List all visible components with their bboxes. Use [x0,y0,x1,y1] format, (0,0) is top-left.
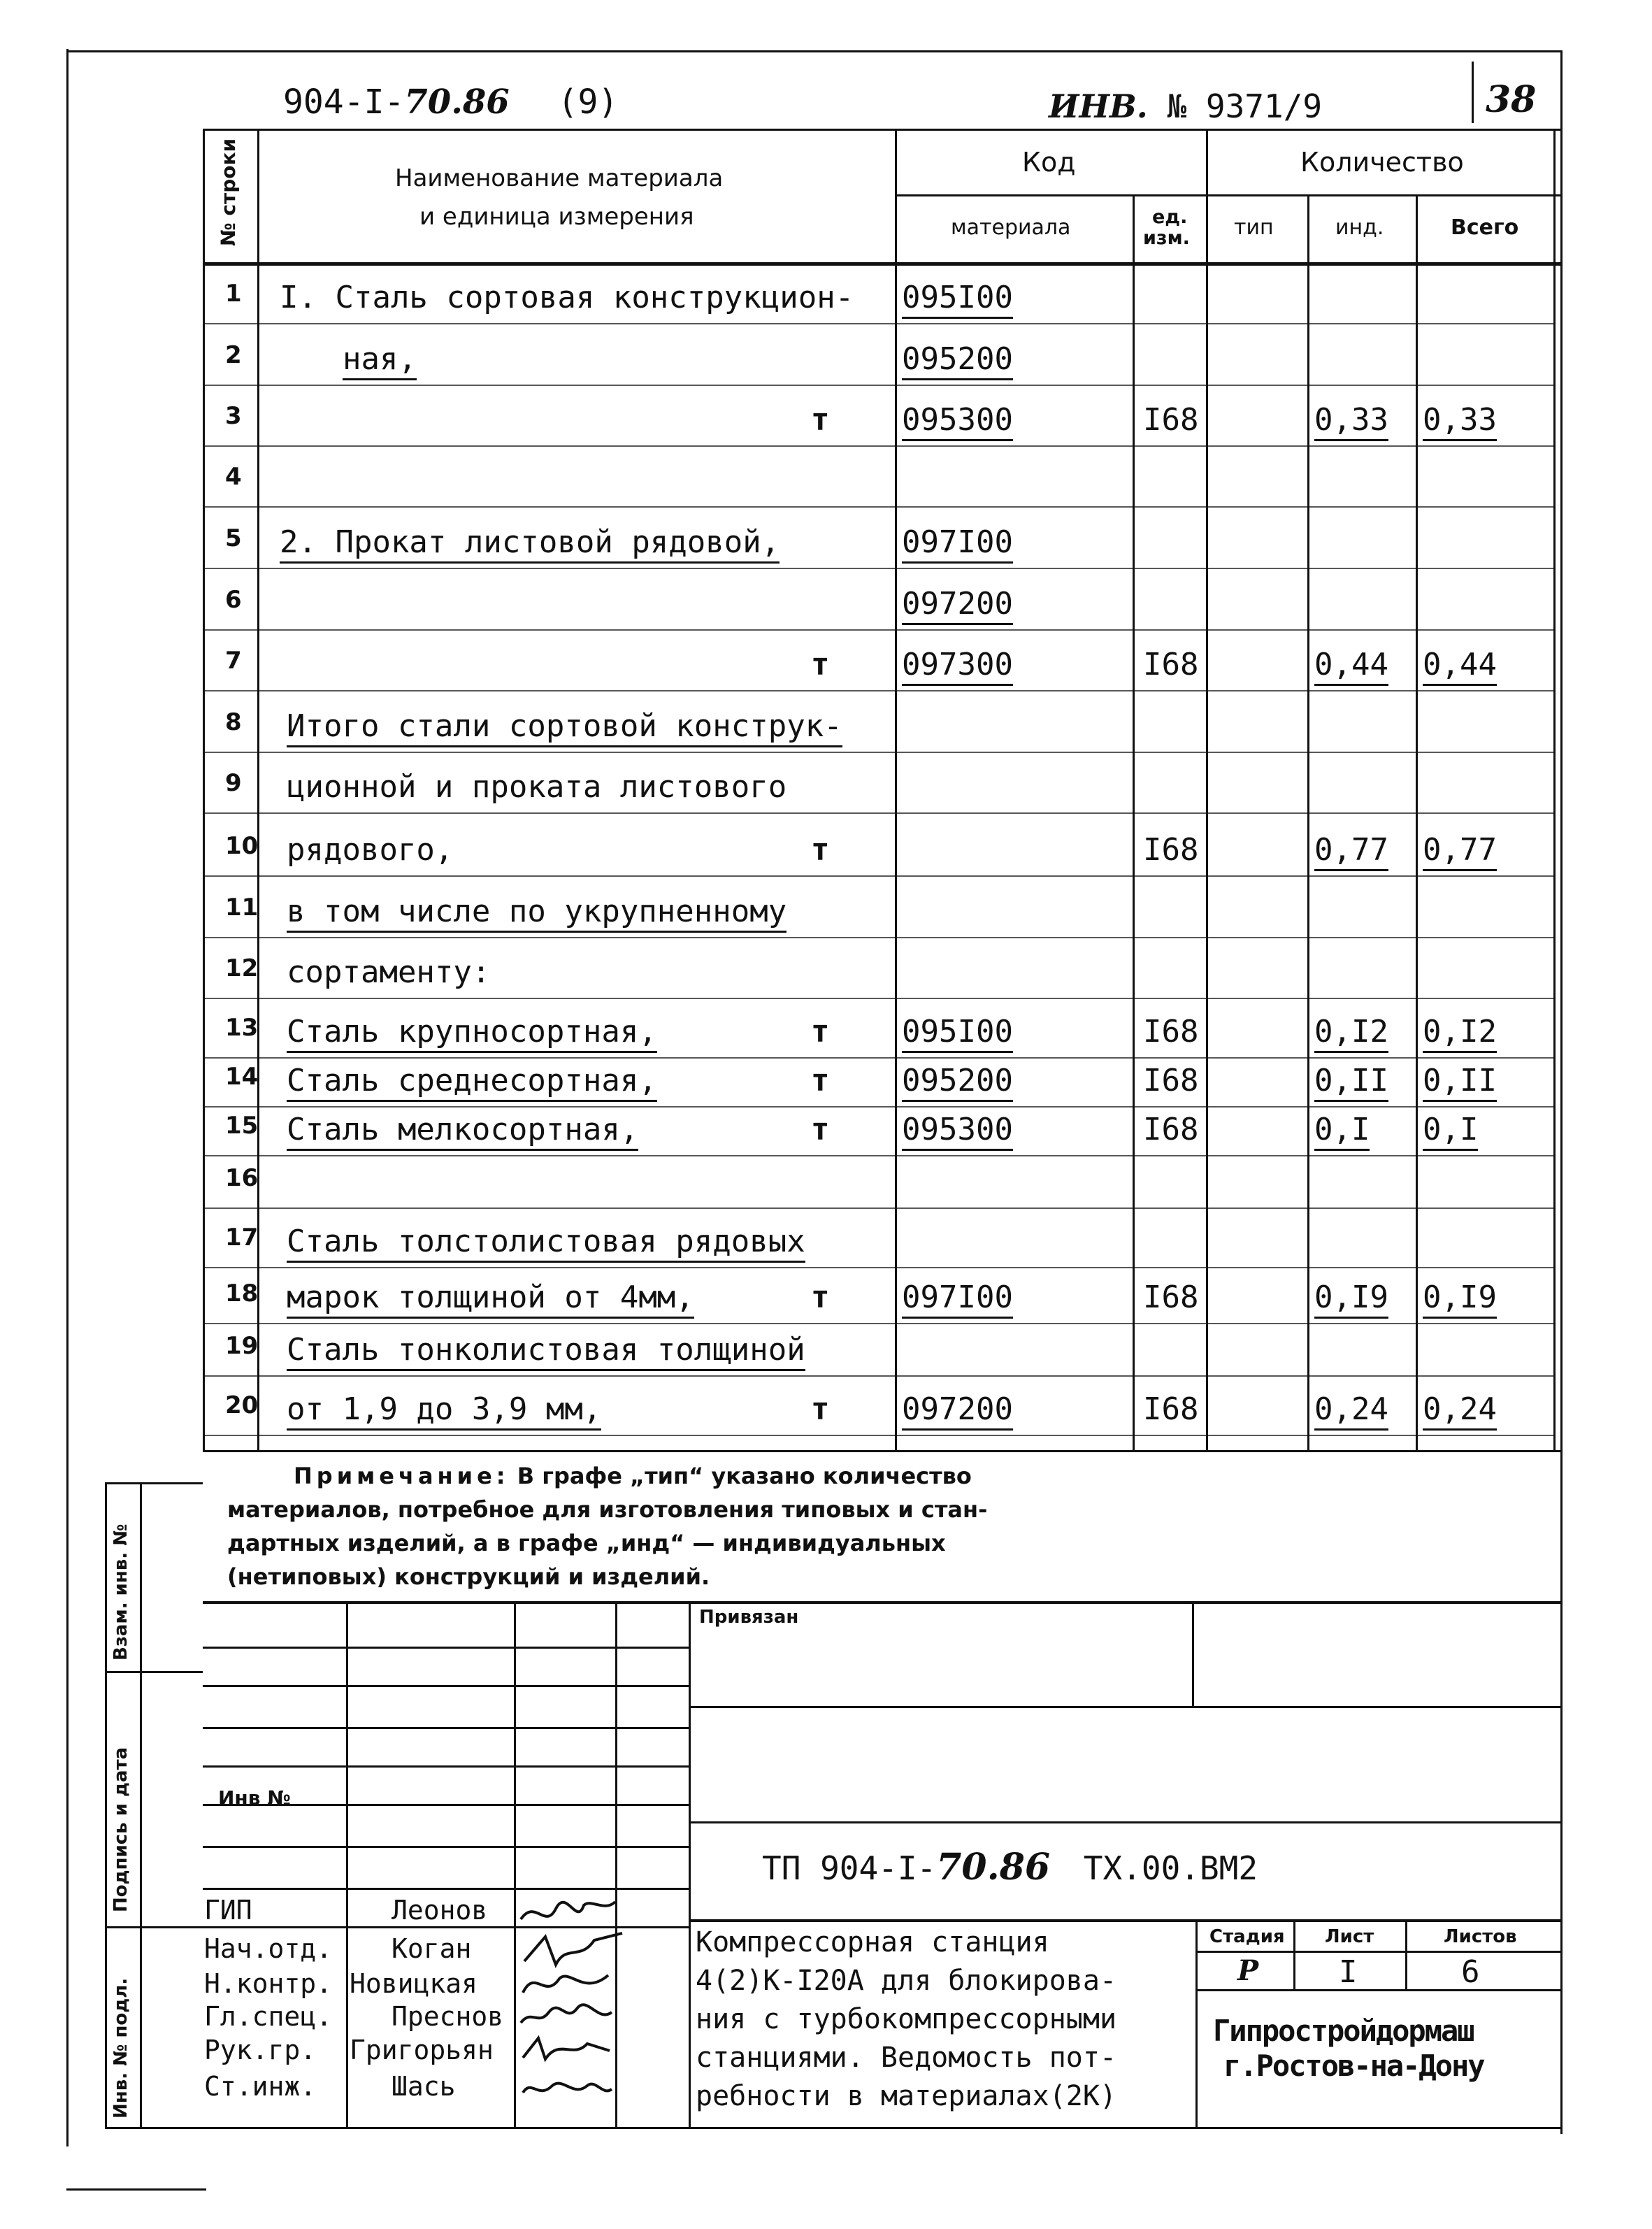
stamp-inv-no: Инв № [218,1786,291,1809]
row-material-code: 095200 [902,1063,1013,1102]
row-name: в том числе по укрупненному [287,894,787,933]
row-number: 7 [225,647,242,675]
inventory-label: ИНВ. [1049,87,1148,125]
header-code-material: материала [951,215,1071,240]
row-number: 1 [225,280,242,308]
row-qty-ind: 0,77 [1314,832,1388,871]
stamp-col-1 [346,1601,348,2127]
header-code: Код [1022,147,1076,178]
stamp-role-person: Новицкая [350,1968,478,1999]
row-number: 15 [225,1112,259,1140]
signature-shas-image [517,2068,615,2107]
stamp-role-person: Преснов [392,2001,504,2032]
row-separator [203,506,1556,508]
row-qty-ind: 0,24 [1314,1391,1388,1431]
row-separator [203,752,1556,753]
stamp-stage-bottom [1195,1989,1563,1991]
row-material-code: 095I00 [902,1014,1013,1053]
stamp-org-line1: Гипростройдормаш [1213,2014,1474,2048]
header-name-line2: и единица измерения [419,203,694,231]
row-separator [203,629,1556,631]
stamp-title-line: Компрессорная станция [696,1926,1049,1958]
row-qty-total: 0,I [1423,1112,1478,1151]
note-line3: дартных изделий, а в графе „инд“ — индивидуальных [227,1530,946,1556]
code-subheader-line [895,194,1563,196]
side-sep-1 [105,1671,203,1673]
stamp-designation-hand: 70.86 [936,1846,1051,1888]
row-unit-mark: т [811,1014,830,1049]
stamp-designation-prefix: ТП 904-I- [762,1849,937,1887]
inventory-number [1049,87,1322,125]
row-number: 14 [225,1063,259,1091]
row-unit-mark: т [811,832,830,868]
stamp-role: Нач.отд. [204,1933,333,1964]
row-name: ционной и проката листового [287,769,787,805]
row-number: 16 [225,1164,259,1192]
stamp-designation-suffix: ТХ.00.ВМ2 [1083,1849,1258,1887]
row-separator [203,690,1556,691]
header-name-line1: Наименование материала [395,164,724,192]
table-right-line [1553,129,1556,1450]
header-code-unit-2: изм. [1143,227,1190,249]
ind-total-col-line [1416,194,1418,1450]
row-number: 11 [225,894,259,922]
stamp-left-row-7 [203,1888,689,1890]
row-unit-code: I68 [1143,1112,1199,1147]
row-unit-code: I68 [1143,1280,1199,1315]
row-name: Сталь мелкосортная, [287,1112,638,1151]
row-qty-total: 0,II [1423,1063,1497,1102]
row-qty-total: 0,I9 [1423,1280,1497,1319]
stamp-title-line: станциями. Ведомость пот- [696,2042,1117,2074]
stamp-stage-header [1195,1951,1563,1953]
row-separator [203,445,1556,447]
row-qty-total: 0,I2 [1423,1014,1497,1053]
row-separator [203,1375,1556,1377]
note-line4: (нетиповых) конструкций и изделий. [227,1563,710,1590]
header-sheet-divider [1472,62,1474,123]
stamp-left-row-6 [203,1846,689,1848]
stamp-role-person: Шась [392,2071,456,2102]
row-number: 18 [225,1280,259,1307]
note-line1-text: В графе „тип“ указано количество [517,1463,972,1489]
row-separator [203,1207,1556,1209]
note-top-line [203,1450,1563,1452]
stamp-role: Рук.гр. [204,2035,317,2065]
signature-grigoryan-image [517,2031,615,2066]
row-material-code: 095300 [902,1112,1013,1151]
stamp-left-row-2 [203,1685,689,1687]
row-name: I. Сталь сортовая конструкцион- [280,280,854,315]
stamp-sheets-value: 6 [1461,1954,1480,1990]
row-material-code: 095200 [902,341,1013,380]
row-separator [203,568,1556,569]
row-name: Сталь крупносортная, [287,1014,657,1053]
header-qty-total: Всего [1451,215,1519,240]
stamp-top-line [203,1601,1563,1604]
row-number: 9 [225,769,242,797]
row-unit-mark: т [811,1280,830,1315]
stamp-stage-label: Стадия [1209,1926,1285,1947]
row-unit-mark: т [811,402,830,438]
side-strip-left [105,1482,107,2129]
stamp-title-line: ния с турбокомпрессорными [696,2003,1117,2035]
row-material-code: 095I00 [902,280,1013,319]
frame-bottom-short-line [66,2188,206,2191]
row-material-code: 097300 [902,647,1013,686]
row-material-code: 097200 [902,586,1013,625]
stamp-privyazan-divider [1192,1601,1194,1706]
side-label-vzam-inv: Взам. инв. № [110,1524,131,1661]
row-name: от 1,9 до 3,9 мм, [287,1391,601,1431]
stamp-stage-value: Р [1237,1954,1259,1987]
doc-code-suffix: (9) [557,83,619,122]
row-separator [203,1267,1556,1268]
stamp-designation-bottom [689,1919,1563,1922]
header-quantity: Количество [1300,147,1464,178]
row-qty-ind: 0,I9 [1314,1280,1388,1319]
name-col-line [895,129,897,1450]
stamp-role: Гл.спец. [204,2001,333,2032]
row-number: 4 [225,463,242,491]
header-code-unit-1: ед. [1152,206,1188,228]
row-qty-ind: 0,33 [1314,402,1388,441]
stamp-sheet-value: I [1339,1954,1358,1990]
row-name: марок толщиной от 4мм, [287,1280,694,1319]
frame-left-line [66,49,69,2146]
row-unit-mark: т [811,1391,830,1427]
row-separator [203,1057,1556,1059]
row-unit-code: I68 [1143,1391,1199,1427]
inventory-value: № 9371/9 [1167,87,1323,125]
row-unit-mark: т [811,647,830,682]
stamp-role: ГИП [204,1895,252,1926]
side-strip-bottom [105,2127,1563,2129]
side-strip-top [105,1482,203,1484]
row-name: 2. Прокат листовой рядовой, [280,524,780,564]
row-unit-code: I68 [1143,1063,1199,1098]
side-label-sign-date: Подпись и дата [110,1747,131,1912]
row-unit-code: I68 [1143,402,1199,438]
row-number: 20 [225,1391,259,1419]
row-number: 13 [225,1014,259,1042]
row-number: 5 [225,524,242,552]
row-qty-total: 0,24 [1423,1391,1497,1431]
stamp-role: Н.контр. [204,1968,333,1999]
row-qty-total: 0,44 [1423,647,1497,686]
row-number: 17 [225,1224,259,1252]
header-qty-ind: инд. [1335,215,1384,240]
row-number: 6 [225,586,242,614]
stamp-col-4 [689,1601,691,2127]
row-separator [203,1435,1556,1436]
side-sep-2 [105,1926,203,1928]
row-number: 10 [225,832,259,860]
note-line1 [294,1463,972,1489]
row-name: Сталь тонколистовая толщиной [287,1332,805,1371]
type-ind-col-line [1307,194,1309,1450]
row-number: 12 [225,954,259,982]
stamp-left-row-3 [203,1727,689,1729]
stamp-left-row-1 [203,1647,689,1649]
stamp-privyazan-line [689,1706,1563,1708]
table-header-bottom-line [203,262,1563,266]
stamp-designation [762,1846,1258,1888]
row-number: 8 [225,708,242,736]
stamp-stage-col-1 [1293,1919,1295,1989]
row-material-code: 097I00 [902,524,1013,564]
sheet-hand-number: 38 [1486,78,1537,121]
header-row-number: № строки [217,138,240,246]
row-separator [203,875,1556,877]
stamp-col-3 [615,1601,617,2127]
row-qty-ind: 0,44 [1314,647,1388,686]
row-unit-code: I68 [1143,647,1199,682]
row-qty-ind: 0,I [1314,1112,1370,1151]
side-label-inv-podl: Инв. № подл. [110,1977,131,2119]
signature-leonov-image [514,1891,619,1933]
row-name: рядового, [287,832,454,868]
rowno-col-line [257,129,259,1450]
row-name: ная, [343,341,417,380]
stamp-sheets-label: Листов [1444,1926,1517,1947]
row-number: 2 [225,341,242,369]
row-qty-total: 0,33 [1423,402,1497,441]
row-unit-code: I68 [1143,1014,1199,1049]
row-separator [203,1323,1556,1324]
stamp-role-person: Коган [392,1933,472,1964]
note-line2: материалов, потребное для изготовления типовых и стан- [227,1496,988,1523]
row-qty-ind: 0,I2 [1314,1014,1388,1053]
row-name: Сталь толстолистовая рядовых [287,1224,805,1263]
stamp-title-line: ребности в материалах(2К) [696,2080,1117,2112]
row-separator [203,323,1556,324]
row-qty-ind: 0,II [1314,1063,1388,1102]
row-name: сортаменту: [287,954,491,990]
row-number: 19 [225,1332,259,1360]
row-separator [203,812,1556,814]
row-separator [203,937,1556,938]
stamp-role-person: Леонов [392,1895,488,1926]
row-name: Сталь среднесортная, [287,1063,657,1102]
table-left-line [203,129,205,1450]
doc-code-left: 904-I- [283,83,405,122]
code-qty-col-line [1206,129,1208,1450]
stamp-left-row-4 [203,1765,689,1768]
note-lead: Примечание: [294,1463,510,1489]
row-separator [203,1106,1556,1108]
row-unit-code: I68 [1143,832,1199,868]
row-material-code: 095300 [902,402,1013,441]
code-unit-col-line [1133,194,1135,1450]
doc-code-hand: 70.86 [404,83,510,122]
row-material-code: 097I00 [902,1280,1013,1319]
side-strip-right [140,1482,142,2129]
row-qty-total: 0,77 [1423,832,1497,871]
stamp-col-2 [514,1601,516,2127]
signature-presnov-image [517,1998,615,2033]
row-name: Итого стали сортовой конструк- [287,708,842,747]
stamp-org-line2: г.Ростов-на-Дону [1223,2049,1484,2083]
stamp-privyazan: Привязан [699,1607,799,1628]
header-qty-type: тип [1234,215,1274,240]
row-separator [203,998,1556,999]
doc-code [283,83,618,122]
stamp-title-line: 4(2)К-I20А для блокирова- [696,1965,1117,1997]
row-unit-mark: т [811,1063,830,1098]
row-separator [203,385,1556,386]
stamp-stage-col-2 [1405,1919,1407,1989]
frame-top-line [66,50,1563,52]
stamp-role-person: Григорьян [350,2035,494,2065]
stamp-designation-top [689,1821,1563,1823]
signature-novitskaya-image [517,1965,615,2003]
stamp-sheet-label: Лист [1325,1926,1374,1947]
row-material-code: 097200 [902,1391,1013,1431]
table-top-line [203,129,1563,131]
row-unit-mark: т [811,1112,830,1147]
row-number: 3 [225,402,242,430]
row-separator [203,1155,1556,1156]
stamp-role: Ст.инж. [204,2071,317,2102]
